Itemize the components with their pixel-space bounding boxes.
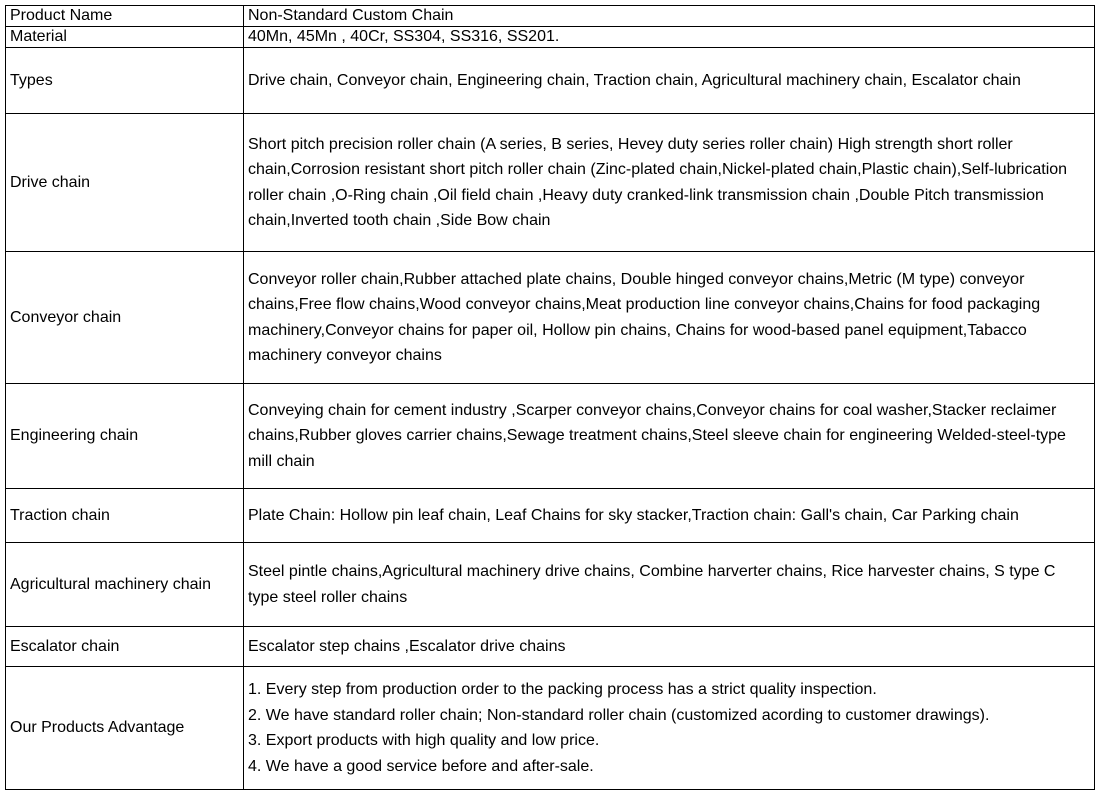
- row-value: Conveyor roller chain,Rubber attached plate chains, Double hinged conveyor chains,Metric (M type) conveyor chains,Free flow chains,Wood conveyor chains,Meat production line conveyor chains,Chains for food packaging machinery,Conveyor chains for paper oil, Hollow pin chains, Chains for wood-based panel equipment,Tabacco machinery conveyor chains: [244, 252, 1095, 384]
- row-value: Escalator step chains ,Escalator drive chains: [244, 627, 1095, 667]
- row-label: Material: [6, 27, 244, 48]
- row-value-advantage-list: [244, 667, 1095, 790]
- table-row-product-name: [6, 6, 1095, 27]
- row-value: Short pitch precision roller chain (A series, B series, Hevey duty series roller chain) High strength short roller chain,Corrosion resistant short pitch roller chain (Zinc-plated chain,Nickel-plated chain,Plastic chain),Self-lubrication roller chain ,O-Ring chain ,Oil field chain ,Heavy duty cranked-link transmission chain ,Double Pitch transmission chain,Inverted tooth chain ,Side Bow chain: [244, 114, 1095, 252]
- row-label: Our Products Advantage: [6, 667, 244, 790]
- table-row-types: [6, 48, 1095, 114]
- table-row-material: [6, 27, 1095, 48]
- table-row-drive-chain: [6, 114, 1095, 252]
- table-row-traction-chain: [6, 489, 1095, 543]
- row-label: Traction chain: [6, 489, 244, 543]
- advantage-item: 2. We have standard roller chain; Non-standard roller chain (customized acording to customer drawings).: [248, 706, 990, 724]
- row-label: Drive chain: [6, 114, 244, 252]
- row-value: Non-Standard Custom Chain: [244, 6, 1095, 27]
- advantage-item: 3. Export products with high quality and low price.: [248, 732, 600, 749]
- row-value: Conveying chain for cement industry ,Scarper conveyor chains,Conveyor chains for coal washer,Stacker reclaimer chains,Rubber gloves carrier chains,Sewage treatment chains,Steel sleeve chain for engineering Welded-steel-type mill chain: [244, 384, 1095, 489]
- row-label: Conveyor chain: [6, 252, 244, 384]
- row-value: Drive chain, Conveyor chain, Engineering chain, Traction chain, Agricultural machinery chain, Escalator chain: [244, 48, 1095, 114]
- row-label: Types: [6, 48, 244, 114]
- row-value: Plate Chain: Hollow pin leaf chain, Leaf Chains for sky stacker,Traction chain: Gall's chain, Car Parking chain: [244, 489, 1095, 543]
- row-label: Agricultural machinery chain: [6, 543, 244, 627]
- row-label: Engineering chain: [6, 384, 244, 489]
- table-row-engineering-chain: [6, 384, 1095, 489]
- table-row-conveyor-chain: [6, 252, 1095, 384]
- row-label: Escalator chain: [6, 627, 244, 667]
- row-value: Steel pintle chains,Agricultural machinery drive chains, Combine harverter chains, Rice harvester chains, S type C type steel roller chains: [244, 543, 1095, 627]
- table-row-advantage: [6, 667, 1095, 790]
- advantage-item: 1. Every step from production order to the packing process has a strict quality inspection.: [248, 681, 877, 698]
- advantage-item: 4. We have a good service before and after-sale.: [248, 757, 594, 775]
- table-row-escalator-chain: [6, 627, 1095, 667]
- row-value: 40Mn, 45Mn , 40Cr, SS304, SS316, SS201.: [244, 27, 1095, 48]
- product-spec-table: [5, 5, 1095, 790]
- row-label: Product Name: [6, 6, 244, 27]
- table-row-agricultural-chain: [6, 543, 1095, 627]
